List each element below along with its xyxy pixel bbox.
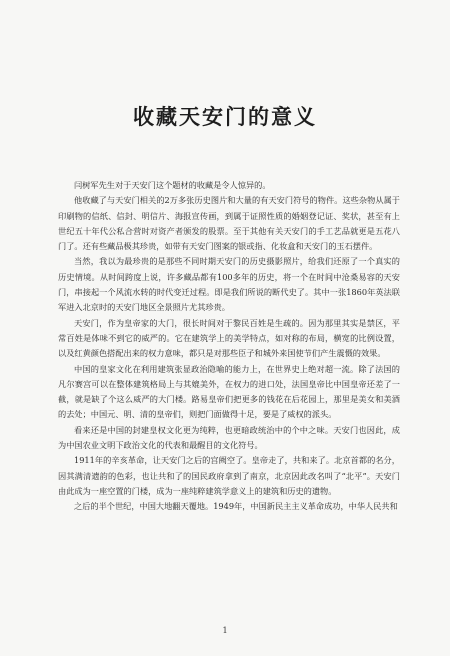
paragraph: 中国的皇家文化在利用建筑张显政治隐喻的能力上，在世界史上绝对超一流。除了法国的凡尔赛宫可以在整体建筑格局上与其媲美外，在权力的进口处，法国皇帝比中国皇帝还差了一截，就是缺了个这么威严的大门楼。路易皇帝们把更多的钱花在后花园上，那里是美女和美酒的去处；中国元、明、清的皇帝们，则把门面做得十足，要是了威权的派头。 [58,363,400,420]
paragraph: 看来还是中国的封建皇权文化更为纯粹，也更暗政统治中的个中之味。天安门也因此，成为中国农业文明下政治文化的代表和最醒目的文化符号。 [58,424,400,451]
paragraph: 闫树军先生对于天安门这个题材的收藏是令人惊异的。 [74,180,271,190]
paragraph: 天安门，作为皇帝家的大门，很长时间对于黎民百姓是生疏的。因为那里其实是禁区，平常百姓是体味不到它的威严的。它在建筑学上的美学特点，如对称的布局，横宽的比例设置，以及红黄颜色搭配出来的权力意味，都只是对那些臣子和城外来国使节们产生震慑的效果。 [58,317,400,359]
page-title: 收藏天安门的意义 [133,104,317,129]
body-text [58,178,400,515]
page-number: 1 [222,626,228,635]
paragraph: 1911年的辛亥革命，让天安门之后的宫阙空了。皇帝走了，共和来了。北京首都的名分，因其满清遗韵的色彩，也让共和了的国民政府拿到了南京，北京因此改名叫了“北平”。天安门由此成为一座空置的门楼，成为一座纯粹建筑学意义上的建筑和历史的遗物。 [58,455,400,496]
paragraph: 之后的半个世纪，中国大地翻天覆地。1949年，中国新民主主义革命成功，中华人民共和 [74,501,398,512]
paragraph: 他收藏了与天安门相关的2万多张历史图片和大量的有天安门符号的物件。这些杂物从属于印刷物的信纸、信封、明信片、海报宣传画，到属于证照性质的婚姻登记证、奖状，甚至有上世纪五十年代公私合营时对资产者颁发的股票。至于其他有关天安门的手工艺品就更是五花八门了。还有些藏品极其珍贵，如带有天安门图案的银或指、化妆盒和天安门的玉石摆件。 [58,195,400,252]
paragraph: 当然，我以为最珍贵的是那些不同时期天安门的历史摄影照片，给我们还原了一个真实的历史情境。从时间跨度上说，许多藏品都有100多年的历史，将一个在时间中沧桑易容的天安门，串接起一个风流水转的时代变迁过程。即是我们所说的断代史了。其中一张1860年英法联军进入北京时的天安门地区全景照片尤其珍贵。 [58,256,400,313]
